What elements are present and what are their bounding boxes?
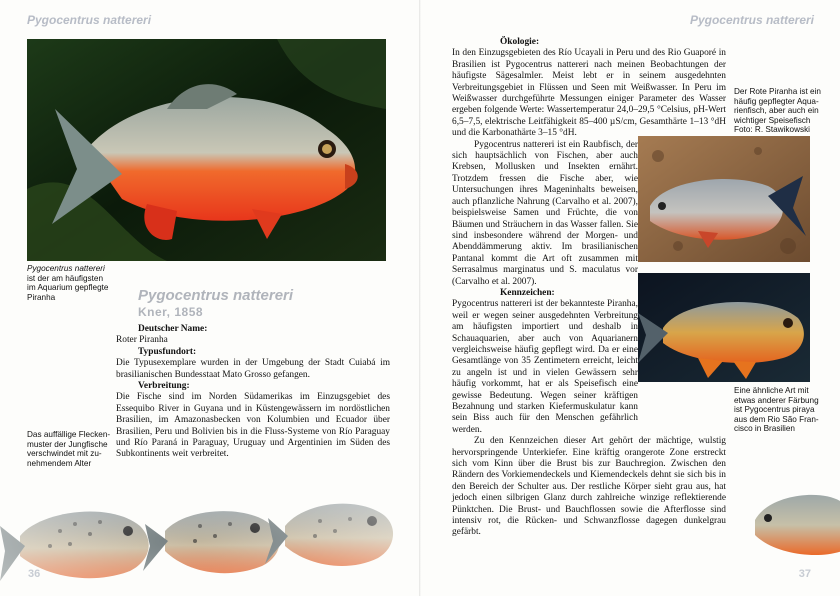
species-author: Kner, 1858 [138, 305, 204, 319]
caption-line: cisco in Brasilien [734, 424, 795, 434]
caption-line: Der Rote Piranha ist ein [734, 87, 821, 96]
caption-line: häufig gepflegter Aqua- [734, 96, 819, 106]
ecology-paragraph-1: In den Einzugsgebieten des Río Ucayali in Peru und des Rio Guaporé in Brasilien ist Pygocentrus nattereri nach meinen Beobachtungen der häufigste Sägesalmler. Meist lebt er in seinem ausgedehnten Verbreitungsgebiet in Flüssen und Seen mit Weißwasser. In Peru im Weißwasser durchgeführte Messungen einiger Parameter des Wasser ergeben folgende Werte: Wassertemperatur 24,0–29,5 °Celsius, pH-Wert 6,5–7,5, elektrische Leitfähigkeit 85–400 µS/cm, Gesamthärte 1–13 °dH und die Karbonathärte 3–15 °dH. [452, 48, 726, 139]
book-spine [419, 0, 421, 596]
juvenile-fish-image [0, 486, 400, 596]
main-photo-caption [27, 264, 127, 302]
caption-line: Das auffällige Flecken- [27, 430, 111, 439]
caption-line: rienfisch, aber auch ein [734, 106, 819, 116]
type-locality-text: Die Typusexemplare wurden in der Umgebung der Stadt Cuiabá im brasilianischen Bundesstaat Mato Grosso gefangen. [116, 358, 390, 380]
type-locality-heading: Typusfundort: [138, 346, 197, 357]
distribution-heading: Verbreitung: [138, 381, 190, 392]
running-header-right: Pygocentrus nattereri [689, 13, 814, 27]
page-number-left: 36 [28, 568, 41, 580]
piraya-photo [638, 273, 810, 382]
piraya-caption [734, 386, 834, 434]
caption-line: nehmendem Alter [27, 458, 92, 468]
main-piranha-photo [27, 39, 386, 261]
features-heading: Kennzeichen: [500, 287, 555, 298]
caption-line: Pygocentrus nattereri [27, 264, 105, 273]
features-paragraph-2: Zu den Kennzeichen dieser Art gehört der mächtige, wulstig hervorspringende Unterkiefer. Eine kräftig orangerote Zone erstreckt sich vom Kinn über die Brust bis zur Bauchregion. Zwischen den Rändern des Vorkiemendeckels und Kiemendeckels dehnt sie sich bis in den Bereich der Schulter aus. Der restliche Körper sieht grau aus, hat jedoch einen silbrigen Glanz durch zahlreiche winzige reflektierende Pünktchen. Die Brust- und Bauchflossen sowie die Afterflosse sind intensiv rot, die Rücken- und Schwanzflosse dagegen dunkelgrau gefärbt. [452, 436, 726, 538]
caption-line: aus dem Rio São Fran- [734, 414, 819, 424]
left-column-text [116, 324, 390, 461]
corner-fish-image [750, 480, 840, 560]
caption-line: etwas anderer Färbung [734, 395, 819, 405]
german-name-heading: Deutscher Name: [138, 324, 208, 334]
page-number-right: 37 [798, 568, 811, 580]
ecology-paragraph-2: Pygocentrus nattereri ist ein Raubfisch, der sich hauptsächlich von Fischen, aber auch Krebsen, Mollusken und Insekten ernährt. Trotzdem fressen die Fische aber, wie Untersuchungen ihres Mageninhalts beweisen, auch pflanzliche Nahrung (Carvalho et al. 2007), beispielsweise Samen und Früchte, die von Bäumen und Sträuchern in das Wasser fallen. Sie sind insbesondere während der Morgen- und Abenddämmerung aktiv. Im brasilianischen Pantanal kommt die Art oft zusammen mit Serrasalmus marginatus und S. maculatus vor (Carvalho et al. 2007). [452, 139, 638, 287]
caption-line: Piranha [27, 292, 56, 302]
running-header-left: Pygocentrus nattereri [27, 13, 152, 27]
ecology-heading: Ökologie: [500, 37, 540, 47]
distribution-text: Die Fische sind im Norden Südamerikas im Einzugsgebiet des Essequibo River in Guyana und in Küstengewässern im nordöstlichen Brasilien, im Amazonasbecken von Kolumbien und Ecuador über Brasilien, Peru und Bolivien bis in die Fluss-Systeme von Río Paraguay und Río Paraná in Paraguay, Uruguay und Argentinien im Süden des Subkontinents weit verbreitet. [116, 392, 390, 460]
caption-line: verschwindet mit zu- [27, 449, 102, 459]
caption-line: wichtiger Speisefisch [734, 115, 811, 125]
caption-line: Foto: R. Stawikowski [734, 125, 810, 135]
caption-line: im Aquarium gepflegte [27, 283, 109, 293]
caption-line: ist Pygocentrus piraya [734, 405, 815, 415]
species-title: Pygocentrus nattereri [138, 287, 294, 304]
red-piranha-caption [734, 87, 834, 135]
red-piranha-photo [638, 136, 810, 262]
caption-line: ist der am häufigsten [27, 273, 104, 283]
caption-line: muster der Jungfische [27, 439, 108, 449]
juvenile-caption [27, 430, 117, 468]
caption-line: Eine ähnliche Art mit [734, 386, 809, 395]
german-name-text: Roter Piranha [116, 335, 168, 346]
features-paragraph-1: Pygocentrus nattereri ist der bekannteste Piranha, weil er wegen seiner ausgedehnten Verbreitung am häufigsten importiert und deshalb in Schauaquarien, aber auch von Aquarianern vergleichsweise häufig gepflegt wird. Da er eine Gesamtlänge von 35 Zentimetern erreicht, leicht zu angeln ist und in vielen Gewässern sehr häufig vorkommt, hat er als Speisefisch eine gewisse Bedeutung. Wegen seiner kräftigen Bezahnung und starken Kiefermuskulatur kann sein Biss auch für den Menschen gefährlich werden. [452, 299, 638, 435]
